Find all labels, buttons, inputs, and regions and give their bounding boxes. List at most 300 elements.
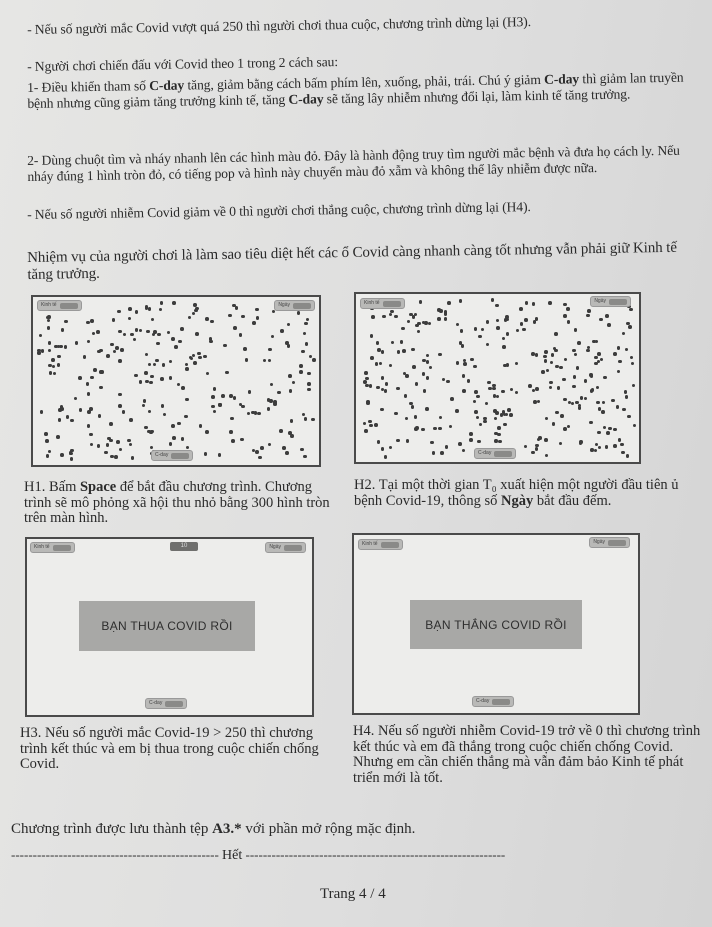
person-dot[interactable] bbox=[100, 370, 104, 374]
person-dot[interactable] bbox=[148, 363, 152, 367]
person-dot[interactable] bbox=[546, 369, 550, 373]
person-dot[interactable] bbox=[473, 400, 477, 404]
person-dot[interactable] bbox=[181, 437, 185, 441]
person-dot[interactable] bbox=[162, 363, 166, 367]
person-dot[interactable] bbox=[185, 367, 189, 371]
person-dot[interactable] bbox=[535, 353, 539, 357]
person-dot[interactable] bbox=[458, 442, 462, 446]
person-dot[interactable] bbox=[161, 404, 165, 408]
person-dot[interactable] bbox=[578, 406, 582, 410]
person-dot[interactable] bbox=[268, 359, 272, 363]
person-dot[interactable] bbox=[380, 408, 384, 412]
person-dot[interactable] bbox=[369, 424, 373, 428]
person-dot[interactable] bbox=[379, 362, 383, 366]
person-dot[interactable] bbox=[129, 443, 133, 447]
person-dot[interactable] bbox=[288, 431, 292, 435]
person-dot[interactable] bbox=[476, 395, 480, 399]
person-dot[interactable] bbox=[559, 366, 563, 370]
person-dot[interactable] bbox=[551, 353, 555, 357]
person-dot[interactable] bbox=[589, 373, 593, 377]
person-dot[interactable] bbox=[411, 348, 415, 352]
person-dot[interactable] bbox=[229, 430, 233, 434]
person-dot[interactable] bbox=[548, 301, 552, 305]
person-dot[interactable] bbox=[544, 350, 548, 354]
person-dot[interactable] bbox=[560, 414, 564, 418]
person-dot[interactable] bbox=[476, 416, 480, 420]
person-dot[interactable] bbox=[231, 439, 235, 443]
person-dot[interactable] bbox=[41, 349, 45, 353]
person-dot[interactable] bbox=[411, 405, 415, 409]
person-dot[interactable] bbox=[292, 381, 296, 385]
person-dot[interactable] bbox=[87, 424, 91, 428]
person-dot[interactable] bbox=[577, 341, 581, 345]
person-dot[interactable] bbox=[241, 405, 245, 409]
person-dot[interactable] bbox=[503, 423, 507, 427]
person-dot[interactable] bbox=[381, 350, 385, 354]
person-dot[interactable] bbox=[225, 371, 229, 375]
person-dot[interactable] bbox=[149, 431, 153, 435]
person-dot[interactable] bbox=[145, 353, 149, 357]
person-dot[interactable] bbox=[45, 439, 49, 443]
person-dot[interactable] bbox=[555, 411, 559, 415]
person-dot[interactable] bbox=[239, 333, 243, 337]
person-dot[interactable] bbox=[567, 425, 571, 429]
person-dot[interactable] bbox=[66, 415, 70, 419]
person-dot[interactable] bbox=[425, 407, 429, 411]
person-dot[interactable] bbox=[92, 332, 96, 336]
person-dot[interactable] bbox=[616, 405, 620, 409]
person-dot[interactable] bbox=[70, 419, 74, 423]
person-dot[interactable] bbox=[139, 329, 143, 333]
person-dot[interactable] bbox=[258, 456, 262, 460]
person-dot[interactable] bbox=[415, 382, 419, 386]
person-dot[interactable] bbox=[426, 354, 430, 358]
person-dot[interactable] bbox=[181, 386, 185, 390]
person-dot[interactable] bbox=[550, 361, 554, 365]
person-dot[interactable] bbox=[221, 394, 225, 398]
person-dot[interactable] bbox=[470, 358, 474, 362]
person-dot[interactable] bbox=[545, 454, 549, 458]
person-dot[interactable] bbox=[574, 353, 578, 357]
person-dot[interactable] bbox=[369, 384, 373, 388]
person-dot[interactable] bbox=[57, 363, 61, 367]
person-dot[interactable] bbox=[384, 455, 388, 459]
person-dot[interactable] bbox=[497, 433, 501, 437]
person-dot[interactable] bbox=[481, 328, 485, 332]
person-dot[interactable] bbox=[112, 318, 116, 322]
person-dot[interactable] bbox=[543, 355, 547, 359]
person-dot[interactable] bbox=[624, 390, 628, 394]
person-dot[interactable] bbox=[131, 456, 135, 460]
person-dot[interactable] bbox=[400, 340, 404, 344]
person-dot[interactable] bbox=[601, 410, 605, 414]
person-dot[interactable] bbox=[370, 356, 374, 360]
person-dot[interactable] bbox=[306, 318, 310, 322]
person-dot[interactable] bbox=[93, 368, 97, 372]
person-dot[interactable] bbox=[587, 309, 591, 313]
person-dot[interactable] bbox=[381, 376, 385, 380]
person-dot[interactable] bbox=[455, 409, 459, 413]
person-dot[interactable] bbox=[626, 454, 630, 458]
person-dot[interactable] bbox=[502, 337, 506, 341]
person-dot[interactable] bbox=[462, 374, 466, 378]
person-dot[interactable] bbox=[462, 389, 466, 393]
person-dot[interactable] bbox=[185, 398, 189, 402]
person-dot[interactable] bbox=[433, 427, 437, 431]
person-dot[interactable] bbox=[417, 330, 421, 334]
person-dot[interactable] bbox=[150, 375, 154, 379]
person-dot[interactable] bbox=[613, 428, 617, 432]
person-dot[interactable] bbox=[573, 375, 577, 379]
person-dot[interactable] bbox=[146, 330, 150, 334]
person-dot[interactable] bbox=[58, 418, 62, 422]
person-dot[interactable] bbox=[297, 311, 301, 315]
person-dot[interactable] bbox=[251, 411, 255, 415]
person-dot[interactable] bbox=[123, 333, 127, 337]
person-dot[interactable] bbox=[301, 350, 305, 354]
person-dot[interactable] bbox=[459, 299, 463, 303]
person-dot[interactable] bbox=[617, 370, 621, 374]
cday-slider[interactable] bbox=[474, 448, 516, 459]
person-dot[interactable] bbox=[255, 450, 259, 454]
person-dot[interactable] bbox=[389, 446, 393, 450]
person-dot[interactable] bbox=[195, 307, 199, 311]
person-dot[interactable] bbox=[169, 360, 173, 364]
person-dot[interactable] bbox=[44, 432, 48, 436]
person-dot[interactable] bbox=[70, 457, 74, 461]
person-dot[interactable] bbox=[61, 328, 65, 332]
person-dot[interactable] bbox=[148, 307, 152, 311]
person-dot[interactable] bbox=[190, 357, 194, 361]
person-dot[interactable] bbox=[437, 317, 441, 321]
cday-slider[interactable] bbox=[472, 696, 514, 707]
person-dot[interactable] bbox=[620, 443, 624, 447]
person-dot[interactable] bbox=[142, 404, 146, 408]
person-dot[interactable] bbox=[255, 308, 259, 312]
person-dot[interactable] bbox=[572, 385, 576, 389]
person-dot[interactable] bbox=[97, 444, 101, 448]
person-dot[interactable] bbox=[439, 309, 443, 313]
person-dot[interactable] bbox=[303, 455, 307, 459]
person-dot[interactable] bbox=[538, 436, 542, 440]
person-dot[interactable] bbox=[269, 399, 273, 403]
person-dot[interactable] bbox=[233, 396, 237, 400]
person-dot[interactable] bbox=[193, 361, 197, 365]
person-dot[interactable] bbox=[597, 352, 601, 356]
person-dot[interactable] bbox=[366, 400, 370, 404]
person-dot[interactable] bbox=[597, 360, 601, 364]
person-dot[interactable] bbox=[228, 314, 232, 318]
person-dot[interactable] bbox=[167, 331, 171, 335]
person-dot[interactable] bbox=[574, 328, 578, 332]
person-dot[interactable] bbox=[307, 388, 311, 392]
person-dot[interactable] bbox=[494, 439, 498, 443]
person-dot[interactable] bbox=[405, 417, 409, 421]
person-dot[interactable] bbox=[157, 333, 161, 337]
person-dot[interactable] bbox=[564, 358, 568, 362]
person-dot[interactable] bbox=[205, 430, 209, 434]
person-dot[interactable] bbox=[447, 301, 451, 305]
person-dot[interactable] bbox=[592, 340, 596, 344]
person-dot[interactable] bbox=[211, 405, 215, 409]
person-dot[interactable] bbox=[270, 383, 274, 387]
person-dot[interactable] bbox=[422, 372, 426, 376]
person-dot[interactable] bbox=[469, 438, 473, 442]
person-dot[interactable] bbox=[114, 455, 118, 459]
person-dot[interactable] bbox=[479, 423, 483, 427]
person-dot[interactable] bbox=[491, 298, 495, 302]
person-dot[interactable] bbox=[48, 341, 52, 345]
person-dot[interactable] bbox=[118, 393, 122, 397]
person-dot[interactable] bbox=[370, 334, 374, 338]
person-dot[interactable] bbox=[599, 318, 603, 322]
person-dot[interactable] bbox=[493, 409, 497, 413]
person-dot[interactable] bbox=[541, 370, 545, 374]
person-dot[interactable] bbox=[256, 316, 260, 320]
person-dot[interactable] bbox=[535, 387, 539, 391]
person-dot[interactable] bbox=[233, 326, 237, 330]
person-dot[interactable] bbox=[456, 361, 460, 365]
person-dot[interactable] bbox=[299, 370, 303, 374]
person-dot[interactable] bbox=[428, 322, 432, 326]
person-dot[interactable] bbox=[474, 327, 478, 331]
person-dot[interactable] bbox=[531, 451, 535, 455]
person-dot[interactable] bbox=[525, 301, 529, 305]
person-dot[interactable] bbox=[409, 402, 413, 406]
person-dot[interactable] bbox=[268, 443, 272, 447]
person-dot[interactable] bbox=[83, 355, 87, 359]
person-dot[interactable] bbox=[535, 447, 539, 451]
person-dot[interactable] bbox=[273, 400, 277, 404]
person-dot[interactable] bbox=[405, 374, 409, 378]
person-dot[interactable] bbox=[204, 452, 208, 456]
person-dot[interactable] bbox=[218, 453, 222, 457]
person-dot[interactable] bbox=[90, 376, 94, 380]
person-dot[interactable] bbox=[567, 320, 571, 324]
person-dot[interactable] bbox=[440, 451, 444, 455]
person-dot[interactable] bbox=[584, 379, 588, 383]
person-dot[interactable] bbox=[537, 400, 541, 404]
person-dot[interactable] bbox=[563, 398, 567, 402]
person-dot[interactable] bbox=[545, 417, 549, 421]
person-dot[interactable] bbox=[148, 410, 152, 414]
person-dot[interactable] bbox=[461, 344, 465, 348]
person-dot[interactable] bbox=[633, 424, 637, 428]
person-dot[interactable] bbox=[153, 330, 157, 334]
person-dot[interactable] bbox=[178, 340, 182, 344]
person-dot[interactable] bbox=[563, 303, 567, 307]
person-dot[interactable] bbox=[552, 422, 556, 426]
person-dot[interactable] bbox=[496, 319, 500, 323]
cday-slider[interactable] bbox=[145, 698, 187, 709]
person-dot[interactable] bbox=[613, 444, 617, 448]
person-dot[interactable] bbox=[163, 413, 167, 417]
person-dot[interactable] bbox=[423, 389, 427, 393]
person-dot[interactable] bbox=[625, 395, 629, 399]
person-dot[interactable] bbox=[280, 329, 284, 333]
person-dot[interactable] bbox=[109, 422, 113, 426]
person-dot[interactable] bbox=[299, 364, 303, 368]
person-dot[interactable] bbox=[47, 326, 51, 330]
person-dot[interactable] bbox=[64, 320, 68, 324]
person-dot[interactable] bbox=[450, 397, 454, 401]
person-dot[interactable] bbox=[48, 450, 52, 454]
person-dot[interactable] bbox=[628, 325, 632, 329]
person-dot[interactable] bbox=[432, 451, 436, 455]
person-dot[interactable] bbox=[98, 414, 102, 418]
person-dot[interactable] bbox=[605, 445, 609, 449]
person-dot[interactable] bbox=[106, 354, 110, 358]
person-dot[interactable] bbox=[557, 386, 561, 390]
person-dot[interactable] bbox=[97, 350, 101, 354]
person-dot[interactable] bbox=[56, 435, 60, 439]
person-dot[interactable] bbox=[307, 372, 311, 376]
person-dot[interactable] bbox=[311, 418, 315, 422]
person-dot[interactable] bbox=[586, 314, 590, 318]
person-dot[interactable] bbox=[412, 315, 416, 319]
person-dot[interactable] bbox=[47, 319, 51, 323]
person-dot[interactable] bbox=[197, 352, 201, 356]
person-dot[interactable] bbox=[532, 389, 536, 393]
person-dot[interactable] bbox=[507, 408, 511, 412]
person-dot[interactable] bbox=[483, 420, 487, 424]
person-dot[interactable] bbox=[135, 310, 139, 314]
person-dot[interactable] bbox=[391, 341, 395, 345]
person-dot[interactable] bbox=[290, 419, 294, 423]
person-dot[interactable] bbox=[459, 341, 463, 345]
person-dot[interactable] bbox=[245, 358, 249, 362]
person-dot[interactable] bbox=[449, 425, 453, 429]
person-dot[interactable] bbox=[305, 342, 309, 346]
person-dot[interactable] bbox=[128, 307, 132, 311]
person-dot[interactable] bbox=[58, 408, 62, 412]
person-dot[interactable] bbox=[544, 359, 548, 363]
person-dot[interactable] bbox=[144, 371, 148, 375]
person-dot[interactable] bbox=[375, 362, 379, 366]
person-dot[interactable] bbox=[487, 381, 491, 385]
person-dot[interactable] bbox=[377, 348, 381, 352]
person-dot[interactable] bbox=[524, 445, 528, 449]
person-dot[interactable] bbox=[485, 402, 489, 406]
person-dot[interactable] bbox=[106, 443, 110, 447]
person-dot[interactable] bbox=[151, 318, 155, 322]
person-dot[interactable] bbox=[496, 395, 500, 399]
person-dot[interactable] bbox=[133, 338, 137, 342]
cday-slider[interactable] bbox=[151, 450, 193, 461]
person-dot[interactable] bbox=[396, 439, 400, 443]
person-dot[interactable] bbox=[79, 408, 83, 412]
person-dot[interactable] bbox=[598, 446, 602, 450]
person-dot[interactable] bbox=[257, 412, 261, 416]
person-dot[interactable] bbox=[64, 345, 68, 349]
person-dot[interactable] bbox=[171, 337, 175, 341]
person-dot[interactable] bbox=[603, 376, 607, 380]
person-dot[interactable] bbox=[493, 394, 497, 398]
person-dot[interactable] bbox=[617, 346, 621, 350]
person-dot[interactable] bbox=[515, 391, 519, 395]
person-dot[interactable] bbox=[385, 382, 389, 386]
person-dot[interactable] bbox=[533, 320, 537, 324]
person-dot[interactable] bbox=[120, 348, 124, 352]
person-dot[interactable] bbox=[584, 397, 588, 401]
person-dot[interactable] bbox=[149, 381, 153, 385]
person-dot[interactable] bbox=[180, 327, 184, 331]
person-dot[interactable] bbox=[506, 363, 510, 367]
person-dot[interactable] bbox=[596, 401, 600, 405]
person-dot[interactable] bbox=[535, 444, 539, 448]
person-dot[interactable] bbox=[477, 440, 481, 444]
person-dot[interactable] bbox=[618, 438, 622, 442]
person-dot[interactable] bbox=[128, 317, 132, 321]
person-dot[interactable] bbox=[232, 304, 236, 308]
person-dot[interactable] bbox=[503, 413, 507, 417]
person-dot[interactable] bbox=[594, 356, 598, 360]
person-dot[interactable] bbox=[51, 358, 55, 362]
person-dot[interactable] bbox=[622, 332, 626, 336]
person-dot[interactable] bbox=[632, 384, 636, 388]
person-dot[interactable] bbox=[613, 352, 617, 356]
person-dot[interactable] bbox=[389, 313, 393, 317]
person-dot[interactable] bbox=[524, 318, 528, 322]
person-dot[interactable] bbox=[365, 377, 369, 381]
person-dot[interactable] bbox=[52, 365, 56, 369]
person-dot[interactable] bbox=[110, 455, 114, 459]
person-dot[interactable] bbox=[75, 341, 79, 345]
person-dot[interactable] bbox=[248, 390, 252, 394]
person-dot[interactable] bbox=[417, 322, 421, 326]
person-dot[interactable] bbox=[209, 337, 213, 341]
person-dot[interactable] bbox=[401, 327, 405, 331]
person-dot[interactable] bbox=[430, 441, 434, 445]
person-dot[interactable] bbox=[223, 344, 227, 348]
person-dot[interactable] bbox=[40, 410, 44, 414]
person-dot[interactable] bbox=[156, 342, 160, 346]
person-dot[interactable] bbox=[363, 422, 367, 426]
person-dot[interactable] bbox=[213, 410, 217, 414]
person-dot[interactable] bbox=[122, 410, 126, 414]
person-dot[interactable] bbox=[492, 387, 496, 391]
person-dot[interactable] bbox=[460, 329, 464, 333]
person-dot[interactable] bbox=[287, 344, 291, 348]
person-dot[interactable] bbox=[290, 434, 294, 438]
person-dot[interactable] bbox=[198, 356, 202, 360]
person-dot[interactable] bbox=[304, 322, 308, 326]
person-dot[interactable] bbox=[287, 323, 291, 327]
person-dot[interactable] bbox=[186, 446, 190, 450]
person-dot[interactable] bbox=[260, 446, 264, 450]
person-dot[interactable] bbox=[113, 350, 117, 354]
person-dot[interactable] bbox=[70, 449, 74, 453]
person-dot[interactable] bbox=[127, 439, 131, 443]
person-dot[interactable] bbox=[177, 422, 181, 426]
person-dot[interactable] bbox=[177, 383, 181, 387]
person-dot[interactable] bbox=[169, 376, 173, 380]
person-dot[interactable] bbox=[86, 382, 90, 386]
person-dot[interactable] bbox=[289, 389, 293, 393]
person-dot[interactable] bbox=[396, 387, 400, 391]
person-dot[interactable] bbox=[414, 415, 418, 419]
person-dot[interactable] bbox=[288, 374, 292, 378]
person-dot[interactable] bbox=[89, 433, 93, 437]
person-dot[interactable] bbox=[99, 386, 103, 390]
person-dot[interactable] bbox=[562, 378, 566, 382]
person-dot[interactable] bbox=[135, 328, 139, 332]
person-dot[interactable] bbox=[192, 312, 196, 316]
person-dot[interactable] bbox=[456, 323, 460, 327]
person-dot[interactable] bbox=[602, 401, 606, 405]
person-dot[interactable] bbox=[117, 310, 121, 314]
person-dot[interactable] bbox=[172, 436, 176, 440]
